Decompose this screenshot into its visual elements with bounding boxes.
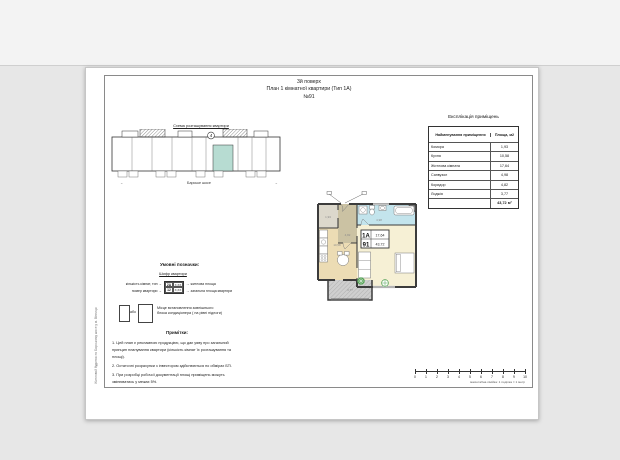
- title-plan: План 1 кімнатної квартири (Тип 1А): [266, 86, 352, 93]
- ruler-tick: [503, 369, 504, 374]
- arrow-right-icon: →: [274, 181, 278, 185]
- stamp-number: 91: [362, 242, 370, 249]
- ruler-caption: масштабна лінійка: 1 поділка = 1 метр: [470, 380, 525, 384]
- apartment-stamp: [361, 230, 389, 249]
- room-name-cell: Комора: [429, 143, 491, 151]
- room-name-cell: Кухня: [429, 152, 491, 160]
- table-row: [429, 189, 518, 198]
- arrow-icon: →: [186, 281, 190, 286]
- explication-title: Експлікація приміщень: [448, 115, 499, 120]
- viewer-top-strip: [0, 0, 620, 66]
- balconies: [118, 171, 266, 177]
- ac-leader-lines: [327, 192, 367, 204]
- svg-text:3,77: 3,77: [347, 288, 353, 292]
- room-corridor: [338, 204, 357, 243]
- total-empty-cell: [429, 199, 491, 208]
- svg-text:4,98: 4,98: [376, 218, 382, 222]
- toilet-icon: [370, 206, 375, 210]
- col-header-name: Найменування приміщення: [429, 133, 491, 137]
- explication-rows: [429, 142, 518, 198]
- room-name-cell: Коридор: [429, 181, 491, 189]
- table-icon: [337, 254, 348, 265]
- room-area-cell: 1,93: [500, 145, 509, 149]
- table-row: [429, 151, 518, 160]
- stamp-type: 1А: [362, 233, 370, 240]
- table-header: [429, 127, 518, 142]
- legend-stamp-type: 2А: [166, 282, 172, 287]
- legend-stamp-number: 12: [165, 287, 173, 293]
- ruler-tick-label: 9: [513, 374, 515, 379]
- highlighted-apartment: [213, 145, 233, 171]
- arrow-icon: →: [158, 288, 162, 293]
- ruler-tick: [514, 369, 515, 374]
- margin-vertical-text: Житловий будинок по Барському шосе у м. Вінниця: [94, 307, 98, 384]
- section-marker-number: 4: [209, 133, 213, 139]
- ruler-tick: [426, 369, 427, 374]
- ac-unit-icon: [138, 304, 153, 323]
- ruler-tick-label: 0: [414, 374, 416, 379]
- ac-unit-icon: [119, 305, 130, 322]
- ruler-tick-label: 10: [523, 374, 527, 379]
- legend-label-living-area: → житлова площа: [186, 281, 216, 286]
- ruler-tick-label: 3: [447, 374, 449, 379]
- stamp-living-area: 17,64: [375, 233, 385, 238]
- col-header-area: Площа, м2: [494, 132, 515, 137]
- stair-core-icon: [223, 129, 247, 137]
- room-name-cell: Лоджія: [429, 190, 491, 198]
- ruler-tick-label: 4: [458, 374, 460, 379]
- scale-ruler: [415, 368, 529, 386]
- title-number: №91: [303, 93, 315, 100]
- ruler-tick-label: 5: [469, 374, 471, 379]
- total-area-value: 43,72 м²: [497, 201, 512, 206]
- arrow-icon: →: [186, 288, 190, 293]
- notes-list: [112, 340, 243, 388]
- legend-cipher-title: Шифр квартири: [159, 272, 187, 276]
- ruler-tick: [470, 369, 471, 374]
- room-name-cell: Санвузол: [429, 171, 491, 179]
- apartment-plan-drawing: [315, 190, 423, 305]
- svg-text:4,82: 4,82: [344, 233, 351, 237]
- ruler-tick: [481, 369, 482, 374]
- svg-text:10,58: 10,58: [333, 243, 341, 247]
- legend-label-total-area: → загальна площа квартири: [186, 288, 233, 293]
- ruler-tick: [437, 369, 438, 374]
- kitchen-sink-icon: [321, 240, 325, 244]
- legend-stamp-box: [164, 281, 184, 294]
- ruler-tick: [525, 369, 526, 374]
- ruler-tick: [492, 369, 493, 374]
- stamp-total-area: 43,72: [375, 242, 385, 247]
- note-item: 2. Остаточні розрахунки з інвестором здійснюються по обмірах БТІ.: [112, 363, 233, 368]
- title-floor: 3й поверх: [297, 79, 321, 85]
- legend-stamp-living: Х,ХХ: [174, 282, 182, 287]
- arrow-left-icon: ←: [120, 181, 124, 185]
- legend-label-apt-number: номер квартири →: [131, 288, 162, 293]
- street-row: [120, 181, 278, 185]
- ruler-tick-label: 6: [480, 374, 482, 379]
- building-scheme-drawing: [108, 129, 288, 181]
- svg-text:1,93: 1,93: [325, 215, 331, 219]
- explication-table: [428, 126, 519, 209]
- ruler-tick: [459, 369, 460, 374]
- room-name-cell: Житлова кімната: [429, 162, 491, 170]
- table-row: [429, 142, 518, 151]
- table-total-row: [429, 198, 518, 208]
- room-area-cell: 10,58: [499, 154, 510, 159]
- legend-label-rooms-type: кількість кімнат, тип →: [125, 281, 162, 286]
- notes-heading: Примітки:: [165, 330, 189, 335]
- wardrobe-icon: [359, 252, 371, 278]
- street-label: Барське шосе: [187, 181, 211, 185]
- scheme-title: Схема розташування квартири: [173, 122, 229, 128]
- table-row: [429, 180, 518, 189]
- ac-note: Місце встановлення зовнішнього блока кондиціонера ( на рівні підлоги): [157, 305, 223, 315]
- note-item: 3. При розробці робочої документації площі приміщень можуть змінюватись у межах 5%.: [112, 372, 225, 384]
- ruler-tick: [448, 369, 449, 374]
- note-item: 1. Цей план є рекламною продукцією, що дає уяву про загальний принцип планування квартири (кількість кімнат їх розташування та площі).: [112, 341, 231, 359]
- ruler-tick: [415, 369, 416, 374]
- room-area-cell: 17,64: [499, 163, 510, 168]
- arrow-icon: →: [158, 281, 162, 286]
- table-row: [429, 161, 518, 170]
- ruler-tick-label: 8: [502, 374, 504, 379]
- room-area-cell: 4,82: [500, 182, 509, 187]
- legend-or-label: або: [130, 309, 136, 314]
- ruler-tick-label: 2: [436, 374, 438, 379]
- room-area-cell: 3,77: [500, 191, 509, 196]
- ruler-tick-label: 7: [491, 374, 493, 379]
- table-row: [429, 170, 518, 179]
- legend-stamp-total: Х,ХХ: [174, 288, 182, 293]
- building-outline: [112, 129, 280, 177]
- room-area-cell: 4,98: [500, 173, 509, 178]
- ruler-tick-label: 1: [425, 374, 427, 379]
- stair-core-icon: [140, 129, 165, 137]
- sheet-title: [159, 79, 459, 101]
- legend-heading: Умовні позначки:: [160, 262, 200, 267]
